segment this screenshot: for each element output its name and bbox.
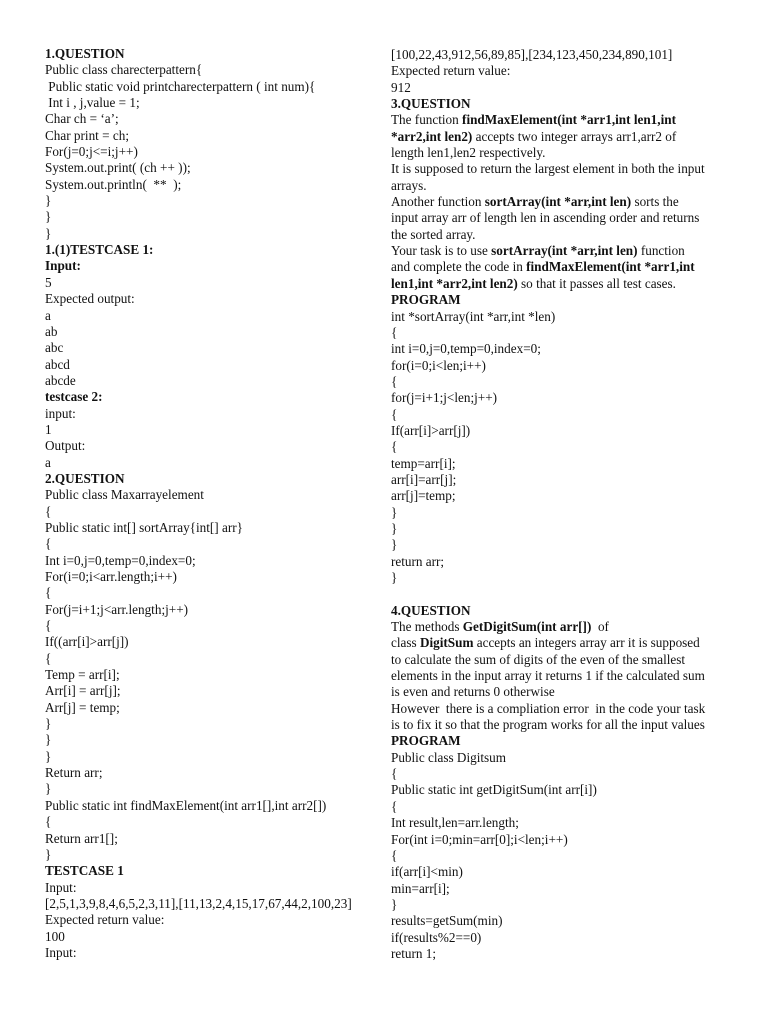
right-column-line: arr[i]=arr[j]; [391,471,457,487]
left-column-line: { [45,650,52,666]
right-column-line: { [391,439,398,455]
right-column-line: int i=0,j=0,temp=0,index=0; [391,341,541,357]
left-column-line: abcd [45,356,70,372]
section-heading: 2.QUESTION [45,470,125,486]
right-column-line: temp=arr[i]; [391,455,456,471]
section-heading: TESTCASE 1 [45,863,124,879]
section-heading: 3.QUESTION [391,96,471,112]
right-column-line: Public class Digitsum [391,749,507,765]
left-column-line: input: [45,405,76,421]
right-column-line: input array arr of length len in ascending order and returns [391,210,700,226]
right-column-line: } [391,896,398,912]
bold-term: GetDigitSum(int arr[]) [462,619,592,635]
right-column-line [391,619,731,635]
right-column-line: elements in the input array it returns 1 if the calculated sum [391,668,705,684]
section-heading: Input: [45,258,81,274]
right-column-line: is to fix it so that the program works for all the input values [391,717,705,733]
left-column-line: Input: [45,944,77,960]
right-column-line: { [391,798,398,814]
left-column-line: Arr[j] = temp; [45,699,120,715]
left-column-line: Return arr; [45,765,103,781]
left-column-line: Int i=0,j=0,temp=0,index=0; [45,552,196,568]
right-column-line: Public static int getDigitSum(int arr[i]) [391,782,597,798]
text-run: Your task is to use [391,243,492,259]
section-heading: testcase 2: [45,389,103,405]
left-column-line: { [45,585,52,601]
left-column-line: Expected output: [45,291,135,307]
right-column-line [391,194,731,210]
left-column-line: 5 [45,274,52,290]
right-column-line: length len1,len2 respectively. [391,145,546,161]
left-column-line: Input: [45,879,77,895]
right-column-line: arrays. [391,177,427,193]
left-column-line: { [45,536,52,552]
right-column-line: min=arr[i]; [391,880,450,896]
section-heading: 1.QUESTION [45,46,125,61]
right-column-line: 912 [391,79,411,95]
left-column-line: For(j=0;j<=i;j++) [45,144,138,160]
left-column-line: System.out.println( ** ); [45,176,182,192]
bold-term: len1,int *arr2,int len2) [391,275,518,291]
left-column-line: Public static void printcharecterpattern ( int num){ [45,78,316,94]
right-column-line: For(int i=0;min=arr[0];i<len;i++) [391,831,568,847]
right-column-line: [100,22,43,912,56,89,85],[234,123,450,234,890,101] [391,47,673,62]
left-column-line: a [45,454,51,470]
right-column-line: { [391,324,398,340]
text-run: so that it passes all test cases. [517,275,676,291]
left-column-line: } [45,193,52,209]
text-run: accepts an integers array arr it is supposed [473,635,700,651]
right-column-line [391,276,731,292]
text-run: accepts two integer arrays arr1,arr2 of [472,128,677,144]
left-column-line: abc [45,340,64,356]
right-column-line: is even and returns 0 otherwise [391,684,555,700]
right-column [391,47,731,962]
left-column-line: [2,5,1,3,9,8,4,6,5,2,3,11],[11,13,2,4,15,17,67,44,2,100,23] [45,895,352,911]
right-column-line: { [391,847,398,863]
right-column-line: It is supposed to return the largest element in both the input [391,161,705,177]
right-column-line: However there is a compliation error in the code your task [391,700,706,716]
bold-term: findMaxElement(int *arr1,int len1,int [462,112,676,128]
left-column-line: } [45,748,52,764]
section-heading: 1.(1)TESTCASE 1: [45,242,154,258]
section-heading: PROGRAM [391,733,461,749]
bold-term: sortArray(int *arr,int len) [484,194,632,210]
left-column-line: If((arr[i]>arr[j]) [45,634,129,650]
left-column-line: { [45,618,52,634]
right-column-line: } [391,537,398,553]
left-column-line: Output: [45,438,86,454]
section-heading: PROGRAM [391,292,461,308]
text-run: sorts the [631,194,679,210]
right-column-line: { [391,373,398,389]
right-column-line: Expected return value: [391,63,511,79]
right-column-line: } [391,504,398,520]
right-column-line [391,243,731,259]
left-column-line: a [45,307,51,323]
right-column-line: int *sortArray(int *arr,int *len) [391,308,556,324]
section-heading: 4.QUESTION [391,602,471,618]
left-column-line: 100 [45,928,65,944]
text-run: function [637,243,685,259]
left-column-line: Arr[i] = arr[j]; [45,683,121,699]
right-column-line: If(arr[i]>arr[j]) [391,422,471,438]
left-column-line: Char print = ch; [45,127,129,143]
left-column-line: Public class Maxarrayelement [45,487,204,503]
right-column-line: arr[j]=temp; [391,488,456,504]
left-column-line: Public static int findMaxElement(int arr1[],int arr2[]) [45,797,327,813]
right-column-line: if(results%2==0) [391,929,482,945]
right-column-line: return 1; [391,945,437,961]
bold-term: DigitSum [419,635,474,651]
left-column-line: Temp = arr[i]; [45,667,120,683]
left-column-line: For(j=i+1;j<arr.length;j++) [45,601,189,617]
left-column-line: } [45,846,52,862]
left-column-line: Expected return value: [45,912,165,928]
left-column-line: Public static int[] sortArray{int[] arr} [45,519,243,535]
text-run: of [591,619,609,635]
right-column-line [391,259,731,275]
right-column-line: return arr; [391,553,445,569]
right-column-line [391,635,731,651]
right-column-line: if(arr[i]<min) [391,864,463,880]
right-column-line [391,129,731,145]
bold-term: findMaxElement(int *arr1,int [526,259,695,275]
left-column-line: { [45,814,52,830]
left-column [45,46,375,961]
left-column-line: System.out.print( (ch ++ )); [45,160,191,176]
left-column-line: 1 [45,421,52,437]
right-column-line: } [391,520,398,536]
text-run: The methods [391,619,463,635]
left-column-line: } [45,225,52,241]
text-run: The function [391,112,463,128]
blank-line [391,586,731,602]
left-column-line: } [45,209,52,225]
left-column-line: ab [45,323,58,339]
text-run: and complete the code in [391,259,527,275]
left-column-line: } [45,716,52,732]
left-column-line: } [45,732,52,748]
bold-term: sortArray(int *arr,int len) [491,243,638,259]
left-column-line: abcde [45,372,76,388]
right-column-line: } [391,570,398,585]
left-column-line: } [45,781,52,797]
right-column-line: Int result,len=arr.length; [391,815,519,831]
right-column-line: to calculate the sum of digits of the even of the smallest [391,651,686,667]
left-column-line: Return arr1[]; [45,830,118,846]
right-column-line: { [391,766,398,782]
left-column-line: Int i , j,value = 1; [45,95,140,111]
left-column-line: For(i=0;i<arr.length;i++) [45,569,177,584]
right-column-line: for(i=0;i<len;i++) [391,357,486,373]
right-column-line [391,112,731,128]
right-column-line: the sorted array. [391,226,476,242]
bold-term: *arr2,int len2) [391,128,473,144]
left-column-line: { [45,503,52,519]
left-column-line: Char ch = ‘a’; [45,111,119,127]
right-column-line: { [391,406,398,422]
right-column-line: results=getSum(min) [391,913,503,929]
left-column-line: Public class charecterpattern{ [45,62,203,78]
text-run: class [391,635,420,651]
right-column-line: for(j=i+1;j<len;j++) [391,390,498,406]
text-run: Another function [391,194,485,210]
